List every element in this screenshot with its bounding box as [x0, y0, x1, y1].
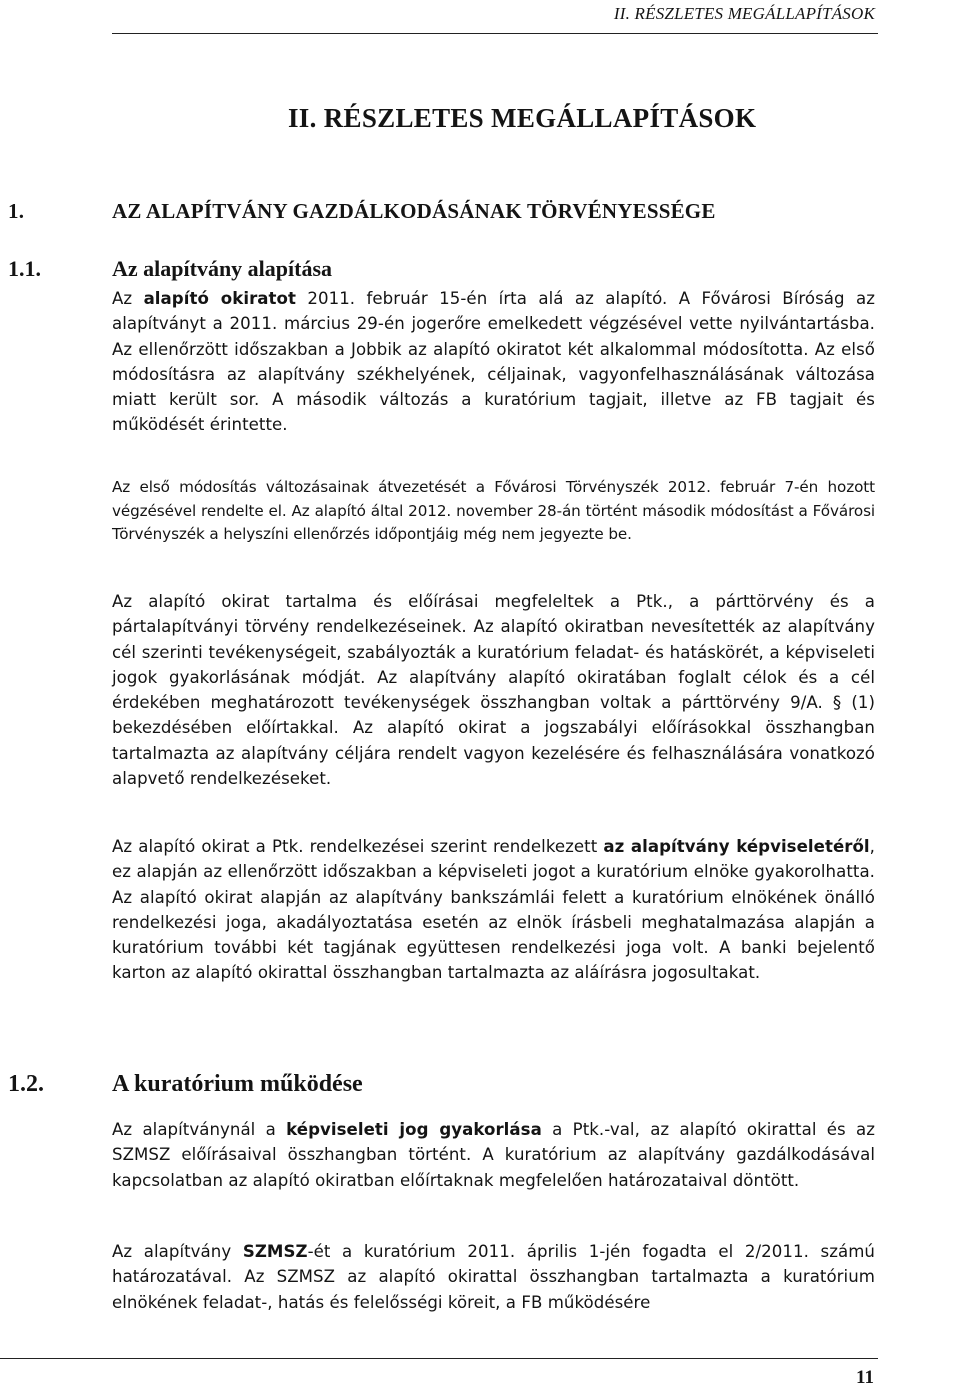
header-rule — [112, 33, 878, 34]
section-number-1: 1. — [8, 199, 25, 223]
paragraph-szmsz: Az alapítvány SZMSZ-ét a kuratórium 2011. április 1-jén fogadta el 2/2011. számú határozatával. Az SZMSZ az alapító okirattal összhangban tartalmazta a kuratórium elnökének feladat-, hatás és felelősségi köreit, a FB működésére — [112, 1242, 876, 1312]
paragraph-founding-document: Az alapító okiratot 2011. február 15-én írta alá az alapító. A Fővárosi Bíróság az alapítványt a 2011. március 29-én jogerőre emelkedett végzésével vette nyilvántartásba. Az ellenőrzött időszakban a Jobbik az alapító okiratot két alkalommal módosította. Az első módosításra az alapítvány székhelyének, céljainak, vagyonfelhasználásának változása miatt került sor. A második változás a kuratórium tagjait, illetve az FB tagjait és működését érintette. — [112, 289, 875, 435]
paragraph-amendments: Az első módosítás változásainak átvezetését a Fővárosi Törvényszék 2012. február 7-én hozott végzésével rendelte el. Az alapító által 2012. november 28-án történt második módosítást a Fővárosi Törvényszék a helyszíni ellenőrzés időpontjáig még nem jegyezte be. — [112, 478, 875, 543]
footer-rule — [0, 1358, 878, 1359]
running-header: II. RÉSZLETES MEGÁLLAPÍTÁSOK — [613, 4, 875, 23]
section-title-1-1: Az alapítvány alapítása — [112, 256, 333, 281]
section-title-1: AZ ALAPÍTVÁNY GAZDÁLKODÁSÁNAK TÖRVÉNYESSÉGE — [112, 199, 716, 223]
page-number: 11 — [856, 1367, 874, 1388]
paragraph-representation: Az alapító okirat a Ptk. rendelkezései szerint rendelkezett az alapítvány képviseletéről, ez alapján az ellenőrzött időszakban a képviseleti jogot a kuratórium elnöke gyakorolhatta. Az alapító okirat alapján az alapítvány bankszámlái felett a kuratórium elnökének önálló rendelkezési joga, akadályoztatása esetén az elnök írásbeli meghatalmazása alapján a kuratórium további két tagjának együttesen rendelkezési joga volt. A banki bejelentő karton az alapító okirattal összhangban tartalmazta az aláírásra jogosultakat. — [112, 837, 875, 983]
section-number-1-1: 1.1. — [8, 256, 41, 281]
chapter-title: II. RÉSZLETES MEGÁLLAPÍTÁSOK — [288, 103, 757, 133]
paragraph-compliance: Az alapító okirat tartalma és előírásai megfeleltek a Ptk., a párttörvény és a pártalapítványi törvény rendelkezéseinek. Az alapító okiratban nevesítették az alapítvány cél szerinti tevékenységeit, szabályozták a kuratórium feladat- és hatáskörét, a képviseleti jogok gyakorlásának módját. Az alapítvány alapító okiratában foglalt célok és a cél érdekében meghatározott tevékenységek összhangban voltak a párttörvény 9/A. § (1) bekezdésében előírtakkal. Az alapító okirat a jogszabályi előírásokkal összhangban tartalmazta az alapítvány céljára rendelt vagyon kezelésére és felhasználására vonatkozó alapvető rendelkezéseket. — [112, 592, 875, 789]
paragraph-representation-practice: Az alapítványnál a képviseleti jog gyakorlása a Ptk.-val, az alapító okirattal és az SZMSZ előírásaival összhangban történt. A kuratórium az alapítvány gazdálkodásával kapcsolatban az alapító okiratban előírtaknak megfelelően határozataival döntött. — [112, 1120, 875, 1190]
section-title-1-2: A kuratórium működése — [112, 1071, 363, 1097]
section-number-1-2: 1.2. — [8, 1071, 44, 1097]
